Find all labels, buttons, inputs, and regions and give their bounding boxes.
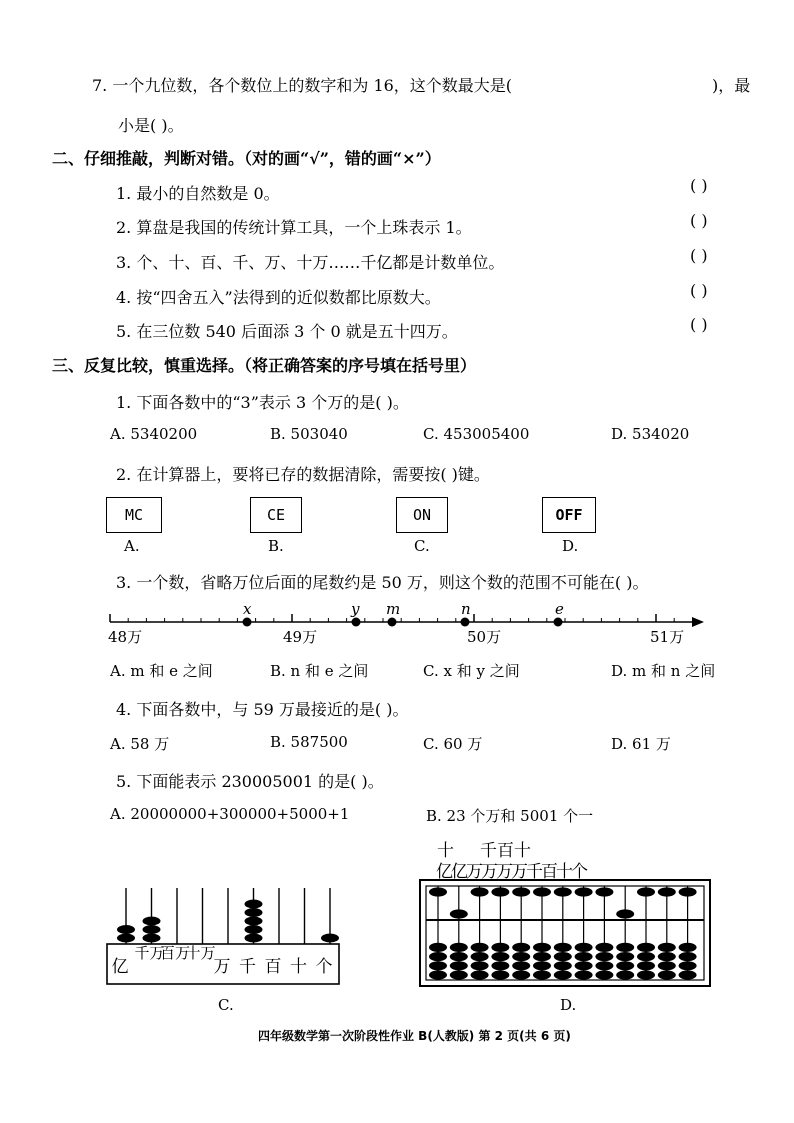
s3-q3-option-a: A. m 和 e 之间 [110,662,213,680]
point-label-e: e [555,600,564,618]
abacus-c-bead [143,934,161,943]
s3-q4-option-c: C. 60 万 [423,735,483,753]
s3-q2-text: 2. 在计算器上，要将已存的数据清除，需要按( )键。 [116,465,490,484]
abacus-d-bead [533,961,551,970]
abacus-d-bead [575,952,593,961]
on-key: ON [396,497,448,533]
s2-item-5: 5. 在三位数 540 后面添 3 个 0 就是五十四万。 [116,322,458,341]
abacus-d-bead [471,943,489,952]
abacus-c-bead [143,917,161,926]
q7-line2: 小是( )。 [118,116,184,135]
abacus-c-label: 十万 [185,944,216,962]
abacus-d-bead [658,970,676,979]
abacus-d-bead [595,887,613,896]
s3-q5-option-a: A. 20000000+300000+5000+1 [110,805,350,823]
abacus-d-bead [491,943,509,952]
abacus-c-labels [107,944,339,984]
q7-line1-end: )，最 [712,76,751,95]
abacus-d-bead [679,961,697,970]
s3-q4-option-b: B. 587500 [270,733,348,751]
s3-q1-option-c: C. 453005400 [423,425,530,443]
abacus-d-bead [533,970,551,979]
abacus-d-bead [679,943,697,952]
abacus-d-bead [554,943,572,952]
s2-item-2: 2. 算盘是我国的传统计算工具，一个上珠表示 1。 [116,218,472,237]
s3-q3-option-c: C. x 和 y 之间 [423,662,520,680]
abacus-d-bead [533,887,551,896]
abacus-d-bead [491,961,509,970]
abacus-c-bead [117,925,135,934]
point-label-n: n [461,600,471,618]
abacus-c-label: 个 [315,957,333,977]
abacus-d-bead [575,970,593,979]
abacus-c-label: 万 [213,957,231,977]
abacus-d-bead [595,952,613,961]
abacus-c-label: 百 [264,957,282,977]
abacus-d-bead [616,970,634,979]
s3-q1-option-a: A. 5340200 [110,425,198,443]
s3-q5-option-c-label: C. [218,996,234,1014]
abacus-d-bead [616,909,634,918]
section3-title: 三、反复比较，慎重选择。（将正确答案的序号填在括号里） [52,356,477,375]
abacus-d-bead [533,952,551,961]
s3-q1-option-b: B. 503040 [270,425,348,443]
point-y [352,618,361,627]
abacus-d-bead [429,943,447,952]
point-x [243,618,252,627]
abacus-c-label: 百万 [160,944,191,962]
s2-item-1: 1. 最小的自然数是 0。 [116,184,280,203]
tick-label-50: 50万 [467,628,502,646]
s2-answer-paren-5[interactable]: ( ) [690,315,708,334]
abacus-c-bead [245,934,263,943]
abacus-c-label: 千 [239,957,256,977]
abacus-c-bead [321,934,339,943]
abacus-d-bead [658,943,676,952]
abacus-d [418,878,714,990]
s3-q3-text: 3. 一个数，省略万位后面的尾数约是 50 万，则这个数的范围不可能在( )。 [116,573,649,592]
point-label-m: m [386,600,401,618]
abacus-d-bead [471,887,489,896]
abacus-d-bead [471,952,489,961]
s3-q4-text: 4. 下面各数中，与 59 万最接近的是( )。 [116,700,409,719]
abacus-d-bead [429,952,447,961]
abacus-d-bead [554,970,572,979]
abacus-d-bead [491,970,509,979]
abacus-d-bead [429,961,447,970]
s3-q2-letter-a: A. [124,537,140,555]
abacus-c-label: 十 [290,957,307,977]
point-label-y: y [351,600,360,618]
abacus-d-bead [429,887,447,896]
abacus-c-bead [117,934,135,943]
abacus-d-bead [429,970,447,979]
s2-item-4: 4. 按“四舍五入”法得到的近似数都比原数大。 [116,288,441,307]
abacus-d-bead [554,952,572,961]
s3-q2-letter-d: D. [562,537,579,555]
abacus-c-label: 千万 [134,944,165,962]
abacus-d-labels: 亿亿万万万万千百十个 [436,862,586,882]
abacus-c-bead [245,917,263,926]
s3-q3-option-b: B. n 和 e 之间 [270,662,369,680]
abacus-c-bead [245,900,263,909]
abacus-d-bead [616,943,634,952]
abacus-d-bead [554,961,572,970]
s3-q2-letter-c: C. [414,537,430,555]
abacus-d-bead [637,887,655,896]
s3-q5-option-d-label: D. [560,996,577,1014]
abacus-d-bead [554,887,572,896]
mc-key: MC [106,497,162,533]
abacus-d-bead [679,952,697,961]
abacus-d-bead [658,887,676,896]
point-e [554,618,563,627]
abacus-c-bead [245,908,263,917]
abacus-d-bead [450,952,468,961]
abacus-d-bead [491,952,509,961]
abacus-d-bead [575,961,593,970]
abacus-d-bead [616,961,634,970]
abacus-d-bead [658,961,676,970]
s3-q5-option-b: B. 23 个万和 5001 个一 [426,807,594,825]
s3-q2-letter-b: B. [268,537,284,555]
s2-answer-paren-1[interactable]: ( ) [690,176,708,195]
page-footer: 四年级数学第一次阶段性作业 B(人教版) 第 2 页(共 6 页) [258,1029,571,1043]
s3-q1-text: 1. 下面各数中的“3”表示 3 个万的是( )。 [116,393,409,412]
point-label-x: x [243,600,252,618]
abacus-d-bead [616,952,634,961]
s3-q1-option-d: D. 534020 [611,425,690,443]
abacus-c-bead [143,925,161,934]
s3-q4-option-a: A. 58 万 [110,735,170,753]
abacus-d-bead [595,943,613,952]
abacus-d-bead [471,970,489,979]
abacus-d-bead [491,887,509,896]
abacus-d-top1: 十 [437,841,454,861]
abacus-d-bead [450,970,468,979]
abacus-d-bead [637,952,655,961]
abacus-c-bead [245,925,263,934]
section2-title: 二、仔细推敲，判断对错。（对的画“√”，错的画“×”） [52,149,441,168]
abacus-d-bead [450,943,468,952]
q7-line1: 7. 一个九位数，各个数位上的数字和为 16，这个数最大是( [92,76,513,95]
s2-item-3: 3. 个、十、百、千、万、十万……千亿都是计数单位。 [116,253,505,272]
abacus-c-label: 亿 [111,957,129,977]
abacus-d-bead [637,961,655,970]
abacus-d-bead [637,943,655,952]
abacus-d-bead [637,970,655,979]
tick-label-51: 51万 [650,628,685,646]
off-key: OFF [542,497,596,533]
s3-q4-option-d: D. 61 万 [611,735,671,753]
abacus-d-bead [450,909,468,918]
tick-label-48: 48万 [108,628,143,646]
abacus-d-bead [658,952,676,961]
tick-label-49: 49万 [283,628,318,646]
abacus-d-bead [512,961,530,970]
abacus-d-bead [471,961,489,970]
abacus-d-bead [533,943,551,952]
abacus-d-bead [512,970,530,979]
abacus-d-top2: 千百十 [480,841,531,861]
point-m [388,618,397,627]
number-line [100,598,710,648]
s2-answer-paren-3[interactable]: ( ) [690,246,708,265]
abacus-d-bead [679,970,697,979]
s2-answer-paren-4[interactable]: ( ) [690,281,708,300]
abacus-d-bead [450,961,468,970]
abacus-d-bead [512,952,530,961]
ce-key: CE [250,497,302,533]
s3-q3-option-d: D. m 和 n 之间 [611,662,716,680]
abacus-d-bead [679,887,697,896]
abacus-d-bead [575,887,593,896]
abacus-d-bead [512,887,530,896]
abacus-d-bead [595,970,613,979]
abacus-d-bead [575,943,593,952]
s3-q5-text: 5. 下面能表示 230005001 的是( )。 [116,772,384,791]
abacus-d-bead [595,961,613,970]
abacus-d-bead [512,943,530,952]
s2-answer-paren-2[interactable]: ( ) [690,211,708,230]
